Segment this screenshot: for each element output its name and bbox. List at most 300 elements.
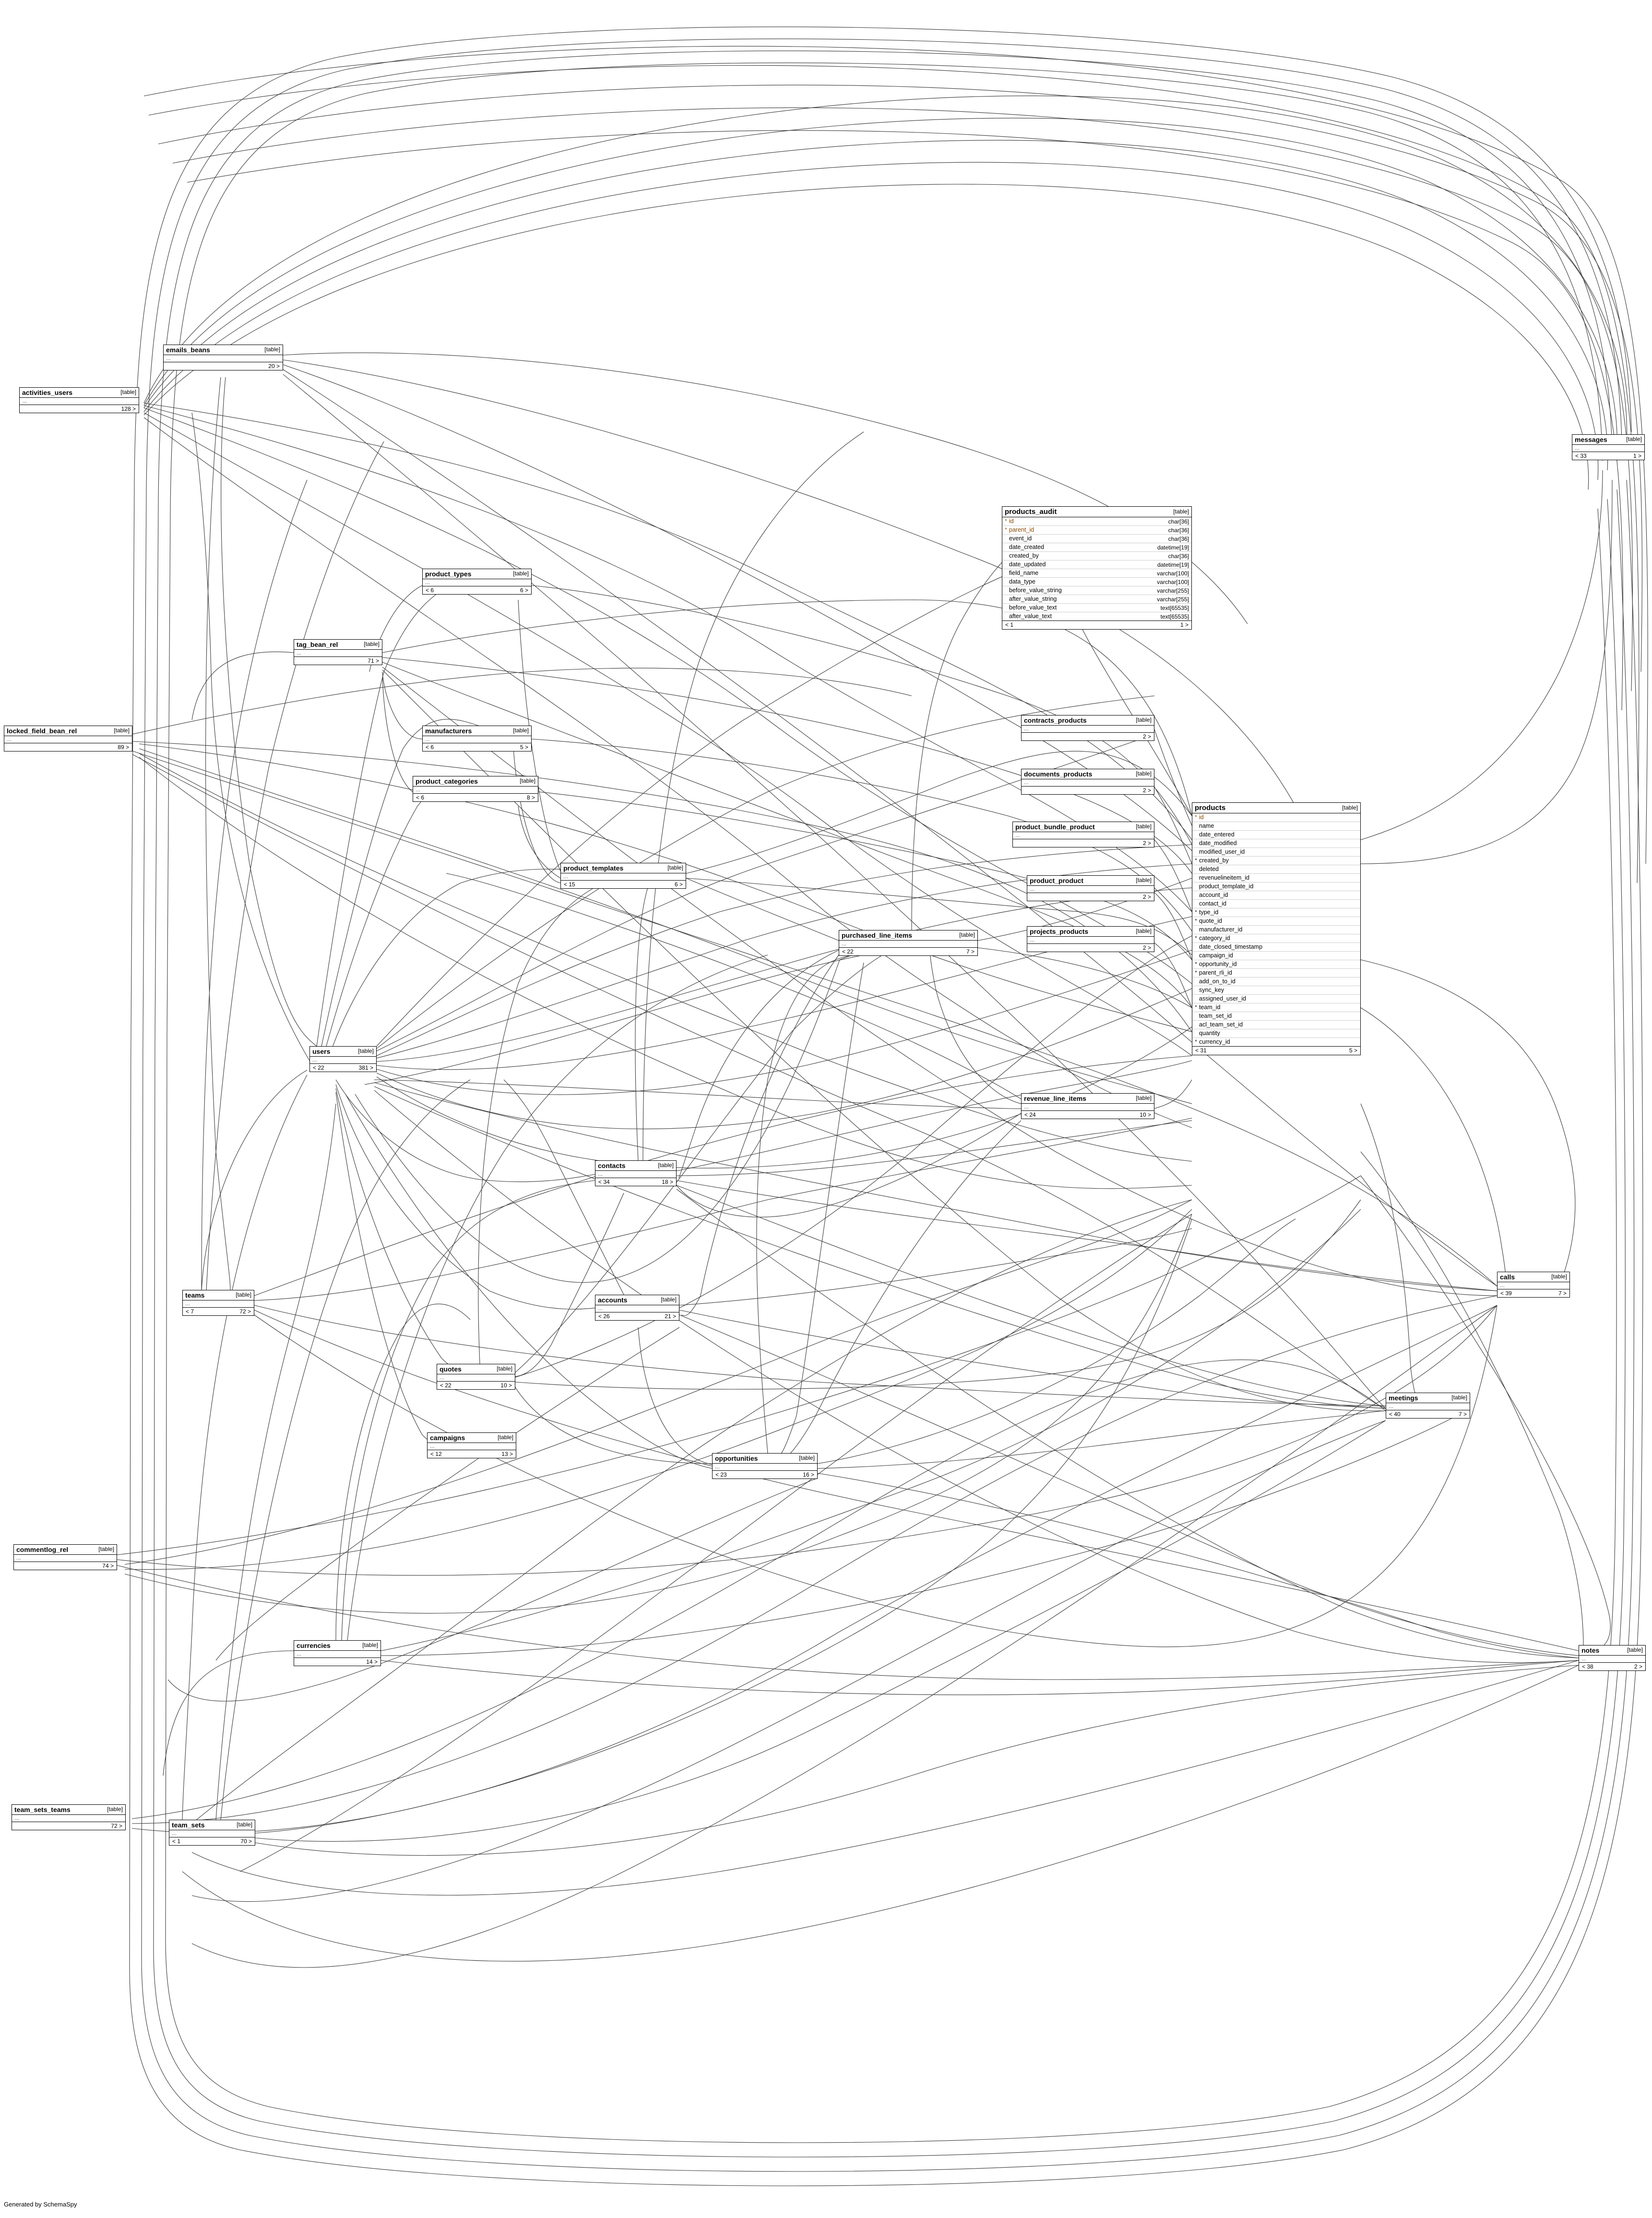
outgoing-relationship-count: 18 > — [662, 1179, 673, 1186]
outgoing-relationship-count: 2 > — [1142, 787, 1151, 794]
table-relationship-counts — [595, 1312, 679, 1320]
incoming-relationship-count: < 33 — [1575, 453, 1587, 460]
table-body-collapsed: ... — [595, 1305, 679, 1312]
table-column — [1192, 891, 1360, 900]
table-node-product_templates[interactable] — [560, 863, 686, 889]
table-name: product_templates — [563, 864, 624, 872]
outgoing-relationship-count: 72 > — [111, 1823, 122, 1830]
table-type-tag: [table] — [362, 1642, 378, 1649]
table-name: contracts_products — [1024, 716, 1087, 724]
outgoing-relationship-count: 14 > — [366, 1658, 378, 1666]
table-relationship-counts — [428, 1450, 516, 1458]
table-type-tag: [table] — [497, 1365, 512, 1372]
table-header-team_sets_teams — [12, 1805, 125, 1815]
table-relationship-counts — [1022, 1111, 1154, 1119]
table-relationship-counts — [413, 794, 538, 801]
table-column — [1192, 943, 1360, 952]
column-name: revenuelineitem_id — [1199, 874, 1249, 882]
incoming-relationship-count: < 38 — [1582, 1663, 1593, 1670]
table-body-collapsed: ... — [839, 941, 977, 948]
table-body-collapsed: ... — [164, 355, 283, 362]
column-name: created_by — [1199, 857, 1229, 864]
table-name: currencies — [297, 1642, 331, 1649]
table-name: users — [312, 1048, 331, 1055]
table-node-users[interactable] — [309, 1046, 377, 1072]
column-key-marker: * — [1195, 970, 1197, 976]
table-node-messages[interactable] — [1572, 434, 1645, 460]
column-name: account_id — [1199, 892, 1228, 899]
outgoing-relationship-count: 71 > — [368, 657, 379, 665]
table-body-collapsed: ... — [428, 1443, 516, 1450]
table-type-tag: [table] — [1136, 716, 1152, 724]
table-body-collapsed: ... — [713, 1464, 817, 1471]
table-relationship-counts — [294, 657, 382, 665]
column-type: varchar[255] — [1157, 596, 1189, 603]
table-relationship-counts — [1386, 1410, 1470, 1418]
column-key-marker: * — [1195, 918, 1197, 924]
column-name: add_on_to_id — [1199, 978, 1236, 985]
incoming-relationship-count: < 22 — [440, 1382, 452, 1389]
outgoing-relationship-count: 2 > — [1634, 1663, 1642, 1670]
table-node-documents_products[interactable] — [1021, 769, 1154, 795]
incoming-relationship-count: < 12 — [430, 1451, 442, 1458]
table-body-collapsed: ... — [413, 787, 538, 794]
table-type-tag: [table] — [959, 931, 975, 939]
table-header-tag_bean_rel — [294, 640, 382, 650]
table-header-product_templates — [561, 863, 686, 873]
table-header-opportunities — [713, 1454, 817, 1464]
table-name: locked_field_bean_rel — [7, 727, 77, 735]
table-relationship-counts — [595, 1178, 676, 1186]
table-column — [1192, 822, 1360, 831]
table-body-collapsed: ... — [423, 736, 531, 743]
column-name: after_value_string — [1009, 596, 1057, 603]
table-column — [1192, 934, 1360, 943]
table-node-team_sets[interactable] — [169, 1820, 255, 1846]
table-name: contacts — [598, 1162, 626, 1169]
table-body-collapsed: ... — [183, 1300, 254, 1308]
column-key-marker: * — [1195, 1004, 1197, 1011]
table-relationship-counts — [183, 1308, 254, 1315]
table-header-commentlog_rel — [14, 1545, 117, 1555]
table-column — [1192, 1012, 1360, 1021]
table-body-collapsed: ... — [20, 398, 139, 405]
outgoing-relationship-count: 7 > — [1558, 1290, 1567, 1297]
table-body-collapsed: ... — [1027, 886, 1154, 893]
table-column — [1192, 986, 1360, 995]
column-name: acl_team_set_id — [1199, 1021, 1243, 1028]
table-column — [1192, 1003, 1360, 1012]
column-name: event_id — [1009, 535, 1032, 542]
table-type-tag: [table] — [1136, 928, 1152, 935]
table-name: opportunities — [715, 1455, 758, 1462]
outgoing-relationship-count: 5 > — [520, 744, 528, 751]
table-node-contracts_products[interactable] — [1021, 715, 1154, 741]
table-node-tag_bean_rel[interactable] — [294, 639, 382, 665]
table-body-collapsed: ... — [1027, 937, 1154, 944]
table-name: team_sets — [172, 1821, 205, 1829]
table-node-purchased_line_items[interactable] — [839, 930, 978, 956]
table-node-team_sets_teams[interactable] — [12, 1804, 126, 1830]
column-name: parent_rli_id — [1199, 969, 1232, 977]
table-body-collapsed: ... — [595, 1171, 676, 1178]
column-name: date_updated — [1009, 561, 1046, 568]
table-relationship-counts — [437, 1382, 515, 1389]
table-relationship-counts — [1579, 1663, 1645, 1670]
table-node-emails_beans[interactable] — [163, 345, 283, 370]
table-type-tag: [table] — [1627, 1646, 1643, 1654]
outgoing-relationship-count: 16 > — [803, 1471, 814, 1479]
table-column — [1192, 969, 1360, 978]
table-name: projects_products — [1030, 928, 1089, 935]
incoming-relationship-count: < 26 — [598, 1313, 610, 1320]
table-column — [1192, 848, 1360, 857]
table-node-products[interactable] — [1192, 802, 1361, 1055]
table-type-tag: [table] — [799, 1455, 815, 1462]
outgoing-relationship-count: 8 > — [526, 794, 535, 801]
outgoing-relationship-count: 70 > — [240, 1838, 252, 1845]
column-key-marker: * — [1195, 909, 1197, 916]
incoming-relationship-count: < 39 — [1500, 1290, 1512, 1297]
table-header-product_bundle_product — [1013, 822, 1154, 832]
table-node-product_bundle_product[interactable] — [1012, 822, 1154, 847]
table-node-locked_field_bean_rel[interactable] — [4, 726, 132, 751]
column-name: product_template_id — [1199, 883, 1254, 890]
table-column — [1002, 526, 1191, 535]
table-type-tag: [table] — [237, 1821, 252, 1828]
outgoing-relationship-count: 6 > — [520, 587, 528, 594]
table-relationship-counts — [169, 1837, 255, 1845]
table-header-meetings — [1386, 1393, 1470, 1403]
table-name: team_sets_teams — [14, 1806, 71, 1813]
incoming-relationship-count: < 34 — [598, 1179, 610, 1186]
table-body-collapsed: ... — [423, 579, 531, 586]
table-column — [1192, 1038, 1360, 1046]
table-relationship-counts — [1027, 893, 1154, 901]
column-name: assigned_user_id — [1199, 995, 1246, 1002]
table-column — [1192, 978, 1360, 986]
column-name: category_id — [1199, 935, 1230, 942]
table-type-tag: [table] — [1451, 1394, 1467, 1401]
column-name: name — [1199, 823, 1214, 830]
table-type-tag: [table] — [513, 570, 529, 577]
table-node-accounts[interactable] — [595, 1295, 679, 1321]
table-node-product_product[interactable] — [1027, 875, 1154, 901]
table-name: teams — [185, 1291, 205, 1299]
table-node-commentlog_rel[interactable] — [13, 1544, 117, 1570]
column-key-marker: * — [1195, 858, 1197, 864]
outgoing-relationship-count: 20 > — [268, 363, 280, 370]
table-column — [1002, 612, 1191, 620]
table-type-tag: [table] — [1136, 823, 1152, 830]
table-column — [1192, 926, 1360, 934]
table-type-tag: [table] — [1136, 770, 1152, 777]
column-key-marker: * — [1005, 527, 1007, 533]
table-name: manufacturers — [425, 727, 472, 735]
column-name: campaign_id — [1199, 952, 1233, 959]
incoming-relationship-count: < 6 — [426, 744, 434, 751]
incoming-relationship-count: < 31 — [1195, 1047, 1207, 1054]
table-header-projects_products — [1027, 927, 1154, 937]
table-relationship-counts — [1572, 452, 1644, 460]
table-node-contacts[interactable] — [595, 1160, 677, 1186]
column-name: type_id — [1199, 909, 1219, 916]
column-name: manufacturer_id — [1199, 926, 1243, 933]
table-name: revenue_line_items — [1024, 1095, 1086, 1102]
table-type-tag: [table] — [1173, 508, 1189, 515]
column-name: before_value_text — [1009, 604, 1057, 611]
table-name: quotes — [440, 1365, 462, 1373]
column-name: date_closed_timestamp — [1199, 943, 1263, 951]
table-node-products_audit[interactable] — [1002, 506, 1192, 630]
outgoing-relationship-count: 10 > — [500, 1382, 512, 1389]
table-type-tag: [table] — [1551, 1273, 1567, 1280]
table-column — [1192, 882, 1360, 891]
incoming-relationship-count: < 6 — [416, 794, 425, 801]
table-header-activities_users — [20, 388, 139, 398]
column-name: team_set_id — [1199, 1013, 1232, 1020]
table-header-campaigns — [428, 1433, 516, 1443]
column-key-marker: * — [1195, 814, 1197, 821]
column-key-marker: * — [1195, 935, 1197, 942]
outgoing-relationship-count: 1 > — [1180, 621, 1188, 629]
column-name: quote_id — [1199, 918, 1222, 925]
table-column — [1192, 865, 1360, 874]
table-column — [1002, 569, 1191, 578]
table-node-campaigns[interactable] — [427, 1432, 516, 1458]
table-node-notes[interactable] — [1579, 1645, 1646, 1671]
incoming-relationship-count: < 15 — [564, 881, 575, 888]
table-type-tag: [table] — [1136, 1095, 1152, 1102]
incoming-relationship-count: < 1 — [1005, 621, 1014, 629]
table-name: products — [1195, 804, 1226, 812]
table-name: emails_beans — [166, 346, 210, 354]
table-column — [1192, 813, 1360, 822]
outgoing-relationship-count: 10 > — [1140, 1111, 1151, 1119]
outgoing-relationship-count: 2 > — [1142, 733, 1151, 740]
table-relationship-counts — [1013, 839, 1154, 847]
table-node-quotes[interactable] — [437, 1364, 515, 1390]
table-header-notes — [1579, 1646, 1645, 1656]
outgoing-relationship-count: 2 > — [1142, 894, 1151, 901]
column-name: deleted — [1199, 866, 1219, 873]
table-relationship-counts — [294, 1658, 380, 1666]
table-relationship-counts — [1192, 1047, 1360, 1054]
table-node-product_types[interactable] — [422, 569, 532, 595]
table-column — [1002, 578, 1191, 586]
table-relationship-counts — [310, 1064, 376, 1072]
table-header-teams — [183, 1290, 254, 1300]
table-node-currencies[interactable] — [294, 1640, 381, 1666]
table-column — [1192, 900, 1360, 908]
column-name: contact_id — [1199, 900, 1226, 907]
credit-text: Generated by SchemaSpy — [4, 2201, 77, 2208]
column-name: data_type — [1009, 578, 1035, 585]
table-name: product_categories — [416, 777, 478, 785]
column-key-marker: * — [1195, 1039, 1197, 1045]
table-header-purchased_line_items — [839, 930, 977, 941]
table-node-teams[interactable] — [182, 1290, 254, 1316]
table-column — [1192, 1029, 1360, 1038]
table-header-locked_field_bean_rel — [4, 726, 132, 736]
column-type: varchar[255] — [1157, 587, 1189, 594]
table-type-tag: [table] — [107, 1806, 123, 1813]
column-name: before_value_string — [1009, 587, 1062, 594]
column-name: quantity — [1199, 1030, 1220, 1037]
table-column — [1002, 595, 1191, 604]
table-column — [1192, 857, 1360, 865]
column-key-marker: * — [1005, 518, 1007, 525]
column-name: modified_user_id — [1199, 848, 1245, 856]
table-header-product_categories — [413, 776, 538, 787]
table-relationship-counts — [164, 362, 283, 370]
table-name: accounts — [598, 1296, 628, 1304]
column-name: after_value_text — [1009, 613, 1052, 620]
table-type-tag: [table] — [114, 727, 130, 734]
table-node-meetings[interactable] — [1386, 1393, 1470, 1419]
table-body-collapsed: ... — [1572, 445, 1644, 452]
table-name: product_types — [425, 570, 472, 578]
outgoing-relationship-count: 7 > — [1458, 1411, 1467, 1418]
table-header-revenue_line_items — [1022, 1094, 1154, 1104]
table-header-currencies — [294, 1641, 380, 1651]
outgoing-relationship-count: 381 > — [358, 1064, 373, 1072]
table-type-tag: [table] — [661, 1296, 677, 1303]
outgoing-relationship-count: 74 > — [102, 1562, 114, 1570]
table-column — [1002, 560, 1191, 569]
table-body-collapsed: ... — [1013, 832, 1154, 839]
table-body-collapsed: ... — [1579, 1656, 1645, 1663]
column-type: varchar[100] — [1157, 578, 1189, 585]
column-name: currency_id — [1199, 1038, 1230, 1046]
column-type: text[65535] — [1160, 613, 1189, 620]
table-name: campaigns — [430, 1434, 465, 1442]
table-type-tag: [table] — [520, 777, 535, 785]
table-body-collapsed: ... — [310, 1057, 376, 1064]
table-name: commentlog_rel — [16, 1546, 69, 1553]
table-column — [1192, 908, 1360, 917]
incoming-relationship-count: < 24 — [1024, 1111, 1036, 1119]
table-body-collapsed: ... — [12, 1815, 125, 1822]
table-body-collapsed: ... — [1022, 779, 1154, 787]
table-column — [1192, 1021, 1360, 1029]
table-type-tag: [table] — [264, 346, 280, 353]
table-body-collapsed: ... — [561, 873, 686, 881]
table-column — [1002, 604, 1191, 612]
incoming-relationship-count: < 22 — [313, 1064, 324, 1072]
column-name: id — [1009, 518, 1014, 525]
table-type-tag: [table] — [1342, 804, 1358, 811]
table-header-products — [1192, 803, 1360, 813]
table-node-revenue_line_items[interactable] — [1021, 1093, 1154, 1119]
table-header-contacts — [595, 1161, 676, 1171]
table-relationship-counts — [14, 1562, 117, 1570]
column-name: date_created — [1009, 544, 1044, 551]
table-column — [1192, 952, 1360, 960]
table-name: purchased_line_items — [842, 931, 913, 939]
table-node-projects_products[interactable] — [1027, 926, 1154, 952]
table-body-collapsed: ... — [1022, 726, 1154, 733]
table-node-activities_users[interactable] — [19, 387, 139, 413]
table-relationship-counts — [1497, 1289, 1569, 1297]
incoming-relationship-count: < 40 — [1389, 1411, 1401, 1418]
table-header-accounts — [595, 1295, 679, 1305]
incoming-relationship-count: < 7 — [186, 1308, 194, 1315]
column-key-marker: * — [1195, 961, 1197, 967]
column-name: created_by — [1009, 552, 1039, 560]
table-name: products_audit — [1005, 508, 1057, 516]
table-header-product_product — [1027, 876, 1154, 886]
table-name: messages — [1575, 436, 1607, 443]
column-type: datetime[19] — [1157, 544, 1189, 551]
outgoing-relationship-count: 72 > — [239, 1308, 251, 1315]
table-type-tag: [table] — [498, 1434, 513, 1441]
table-header-team_sets — [169, 1820, 255, 1830]
table-column — [1002, 552, 1191, 560]
table-type-tag: [table] — [98, 1546, 114, 1553]
outgoing-relationship-count: 2 > — [1142, 944, 1151, 952]
table-node-opportunities[interactable] — [712, 1453, 818, 1479]
table-node-manufacturers[interactable] — [422, 726, 532, 751]
table-name: product_bundle_product — [1015, 823, 1095, 831]
table-name: meetings — [1389, 1394, 1418, 1402]
table-name: tag_bean_rel — [297, 641, 338, 648]
outgoing-relationship-count: 5 > — [1349, 1047, 1357, 1054]
column-type: text[65535] — [1160, 604, 1189, 611]
column-name: sync_key — [1199, 987, 1224, 994]
table-name: notes — [1581, 1646, 1600, 1654]
table-body-collapsed: ... — [1022, 1104, 1154, 1111]
incoming-relationship-count: < 1 — [172, 1838, 181, 1845]
column-type: datetime[19] — [1157, 561, 1189, 568]
table-relationship-counts — [423, 586, 531, 594]
table-body-collapsed: ... — [1497, 1282, 1569, 1289]
table-column — [1002, 586, 1191, 595]
table-header-calls — [1497, 1272, 1569, 1282]
table-header-products_audit — [1002, 507, 1191, 517]
table-body-collapsed: ... — [294, 1651, 380, 1658]
table-type-tag: [table] — [1136, 877, 1152, 884]
table-column — [1192, 831, 1360, 839]
outgoing-relationship-count: 128 > — [121, 405, 136, 413]
table-node-product_categories[interactable] — [413, 776, 538, 802]
table-relationship-counts — [713, 1471, 817, 1479]
incoming-relationship-count: < 6 — [426, 587, 434, 594]
table-node-calls[interactable] — [1497, 1272, 1570, 1298]
outgoing-relationship-count: 2 > — [1142, 840, 1151, 847]
table-type-tag: [table] — [513, 727, 529, 734]
table-relationship-counts — [561, 881, 686, 888]
table-header-users — [310, 1047, 376, 1057]
column-name: parent_id — [1009, 526, 1034, 534]
column-type: char[36] — [1168, 526, 1189, 534]
table-relationship-counts — [1027, 944, 1154, 952]
table-relationship-counts — [839, 948, 977, 955]
table-column — [1002, 535, 1191, 543]
table-relationship-counts — [12, 1822, 125, 1830]
table-type-tag: [table] — [358, 1048, 374, 1055]
column-type: char[36] — [1168, 552, 1189, 560]
column-name: opportunity_id — [1199, 961, 1237, 968]
table-type-tag: [table] — [1626, 436, 1642, 443]
table-columns — [1192, 813, 1360, 1047]
table-relationship-counts — [1022, 787, 1154, 794]
table-name: product_product — [1030, 877, 1083, 884]
incoming-relationship-count: < 22 — [842, 948, 854, 955]
table-column — [1192, 874, 1360, 882]
outgoing-relationship-count: 13 > — [501, 1451, 513, 1458]
table-header-emails_beans — [164, 345, 283, 355]
